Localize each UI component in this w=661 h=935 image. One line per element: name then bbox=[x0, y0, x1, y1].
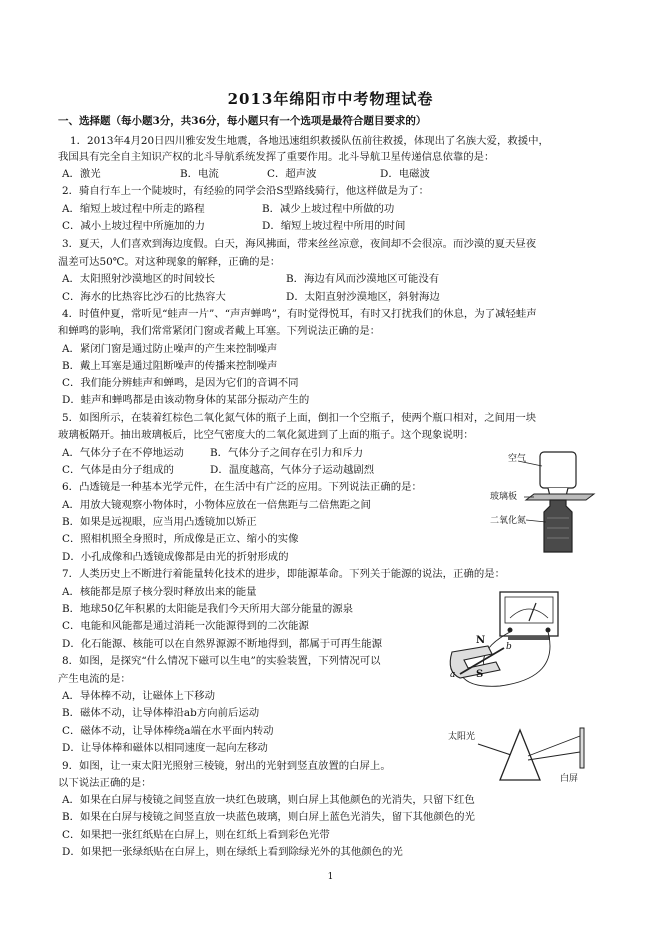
q7-option-a: A．核能都是原子核分裂时释放出来的能量 bbox=[62, 586, 257, 598]
q9-figure-prism bbox=[448, 722, 598, 792]
q6-stem: 6．凸透镜是一种基本光学元件，在生活中有广泛的应用。下列说法正确的是： bbox=[62, 481, 422, 493]
q3-option-d: D．太阳直射沙漠地区，斜射海边 bbox=[286, 291, 440, 303]
q5-fig-label-glass: 玻璃板 bbox=[490, 492, 518, 502]
q2-option-b: B．减少上坡过程中所做的功 bbox=[262, 203, 395, 215]
q6-option-a: A．用放大镜观察小物体时，小物体应放在一倍焦距与二倍焦距之间 bbox=[62, 499, 371, 511]
section-heading: 一、选择题（每小题3分，共36分，每小题只有一个选项是最符合题目要求的） bbox=[58, 115, 427, 127]
glass-plate bbox=[526, 494, 594, 500]
q5-fig-label-no2: 二氧化氮 bbox=[490, 516, 527, 526]
q8-option-d: D．让导体棒和磁体以相同速度一起向左移动 bbox=[62, 742, 268, 754]
q8-fig-label-a: a bbox=[450, 670, 456, 680]
q6-option-d: D．小孔成像和凸透镜成像都是由光的折射形成的 bbox=[62, 551, 289, 563]
q6-option-b: B．如果是远视眼，应当用凸透镜加以矫正 bbox=[62, 516, 257, 528]
q7-stem: 7．人类历史上不断进行着能量转化技术的进步，即能源革命。下列关于能源的说法，正确的是： bbox=[62, 568, 506, 580]
q1-option-c: C．超声波 bbox=[267, 168, 317, 180]
q8-stem-line1: 8．如图，是探究“什么情况下磁可以生电”的实验装置，下列情况可以 bbox=[62, 655, 381, 667]
q4-stem-line2: 和蝉鸣的影响，我们常常紧闭门窗或者戴上耳塞。下列说法正确的是： bbox=[58, 325, 381, 337]
q7-option-c: C．电能和风能都是通过消耗一次能源得到的二次能源 bbox=[62, 620, 309, 632]
q1-stem-line2: 我国具有完全自主知识产权的北斗导航系统发挥了重要作用。北斗导航卫星传递信息依靠的是： bbox=[58, 151, 495, 163]
q4-option-a: A．紧闭门窗是通过防止噪声的产生来控制噪声 bbox=[62, 343, 278, 355]
q3-stem-line1: 3．夏天，人们喜欢到海边度假。白天，海风拂面，带来丝丝凉意，夜间却不会很凉。而沙漠的夏天昼夜 bbox=[62, 238, 537, 250]
q3-stem-line2: 温差可达50℃。对这种现象的解释，正确的是： bbox=[58, 256, 281, 268]
q5-stem-line2: 玻璃板隔开。抽出玻璃板后，比空气密度大的二氧化氮进到了上面的瓶子。这个现象说明： bbox=[58, 429, 474, 441]
prism bbox=[500, 730, 540, 780]
upper-bottle bbox=[540, 452, 576, 488]
q9-fig-label-sun: 太阳光 bbox=[448, 732, 476, 742]
page-number: 1 bbox=[327, 872, 334, 882]
q1-option-b: B．电流 bbox=[180, 168, 219, 180]
q5-option-d: D．温度越高，气体分子运动越剧烈 bbox=[210, 464, 375, 476]
q4-option-d: D．蛙声和蝉鸣都是由该动物身体的某部分振动产生的 bbox=[62, 394, 310, 406]
q4-stem-line1: 4．时值仲夏，常听见“蛙声一片”、“声声蝉鸣”，有时觉得悦耳，有时又打扰我们的休息，为了减轻蛙声 bbox=[62, 308, 537, 320]
q9-option-d: D．如果把一张绿纸贴在白屏上，则在绿纸上看到除绿光外的其他颜色的光 bbox=[62, 846, 403, 858]
q8-fig-label-n: N bbox=[476, 635, 486, 646]
q9-option-b: B．如果在白屏与棱镜之间竖直放一块蓝色玻璃，则白屏上蓝色光消失，留下其他颜色的光 bbox=[62, 811, 475, 823]
q8-option-c: C．磁体不动，让导体棒绕a端在水平面内转动 bbox=[62, 725, 274, 737]
q9-fig-label-screen: 白屏 bbox=[560, 774, 579, 784]
q8-figure-induction bbox=[440, 588, 590, 692]
q5-option-a: A．气体分子在不停地运动 bbox=[62, 447, 184, 459]
q1-option-d: D．电磁波 bbox=[380, 168, 430, 180]
q5-fig-label-air: 空气 bbox=[508, 454, 527, 464]
q5-option-b: B．气体分子之间存在引力和斥力 bbox=[210, 447, 364, 459]
q1-option-a: A．激光 bbox=[62, 168, 101, 180]
q8-option-a: A．导体棒不动，让磁体上下移动 bbox=[62, 690, 215, 702]
q2-option-a: A．缩短上坡过程中所走的路程 bbox=[62, 203, 205, 215]
q5-option-c: C．气体是由分子组成的 bbox=[62, 464, 174, 476]
q4-option-b: B．戴上耳塞是通过阻断噪声的传播来控制噪声 bbox=[62, 360, 278, 372]
white-screen bbox=[580, 728, 584, 768]
q8-fig-label-s: S bbox=[476, 669, 484, 680]
q5-stem-line1: 5．如图所示，在装着红棕色二氧化氮气体的瓶子上面，倒扣一个空瓶子，使两个瓶口相对，之间用一块 bbox=[62, 412, 537, 424]
q5-figure-bottles bbox=[490, 444, 600, 560]
q9-stem-line1: 9．如图，让一束太阳光照射三棱镜，射出的光射到竖直放置的白屏上。 bbox=[62, 760, 391, 772]
q3-option-b: B．海边有风而沙漠地区可能没有 bbox=[286, 273, 440, 285]
q9-stem-line2: 以下说法正确的是： bbox=[58, 777, 152, 789]
q3-option-a: A．太阳照射沙漠地区的时间较长 bbox=[62, 273, 215, 285]
q4-option-c: C．我们能分辨蛙声和蝉鸣，是因为它们的音调不同 bbox=[62, 377, 299, 389]
q7-option-d: D．化石能源、核能可以在自然界源源不断地得到，都属于可再生能源 bbox=[62, 638, 383, 650]
q6-option-c: C．照相机照全身照时，所成像是正立、缩小的实像 bbox=[62, 533, 299, 545]
lower-bottle bbox=[544, 500, 572, 552]
q7-option-b: B．地球50亿年积累的太阳能是我们今天所用大部分能量的源泉 bbox=[62, 603, 354, 615]
q2-stem: 2．骑自行车上一个陡坡时，有经验的同学会沿S型路线骑行，他这样做是为了： bbox=[62, 185, 430, 197]
q8-stem-line2: 产生电流的是： bbox=[58, 673, 131, 685]
q8-option-b: B．磁体不动，让导体棒沿ab方向前后运动 bbox=[62, 707, 260, 719]
q9-option-a: A．如果在白屏与棱镜之间竖直放一块红色玻璃，则白屏上其他颜色的光消失，只留下红色 bbox=[62, 794, 475, 806]
q8-fig-label-b: b bbox=[506, 642, 512, 652]
page-title: 2013年绵阳市中考物理试卷 bbox=[227, 90, 434, 108]
q2-option-d: D．缩短上坡过程中所用的时间 bbox=[262, 220, 406, 232]
q3-option-c: C．海水的比热容比沙石的比热容大 bbox=[62, 291, 226, 303]
q9-option-c: C．如果把一张红纸贴在白屏上，则在红纸上看到彩色光带 bbox=[62, 829, 330, 841]
q2-option-c: C．减小上坡过程中所施加的力 bbox=[62, 220, 206, 232]
sunlight-ray bbox=[478, 744, 514, 756]
q1-stem-line1: 1．2013年4月20日四川雅安发生地震，各地迅速组织救援队伍前往救援，体现出了名族大爱，救援中， bbox=[70, 135, 549, 147]
